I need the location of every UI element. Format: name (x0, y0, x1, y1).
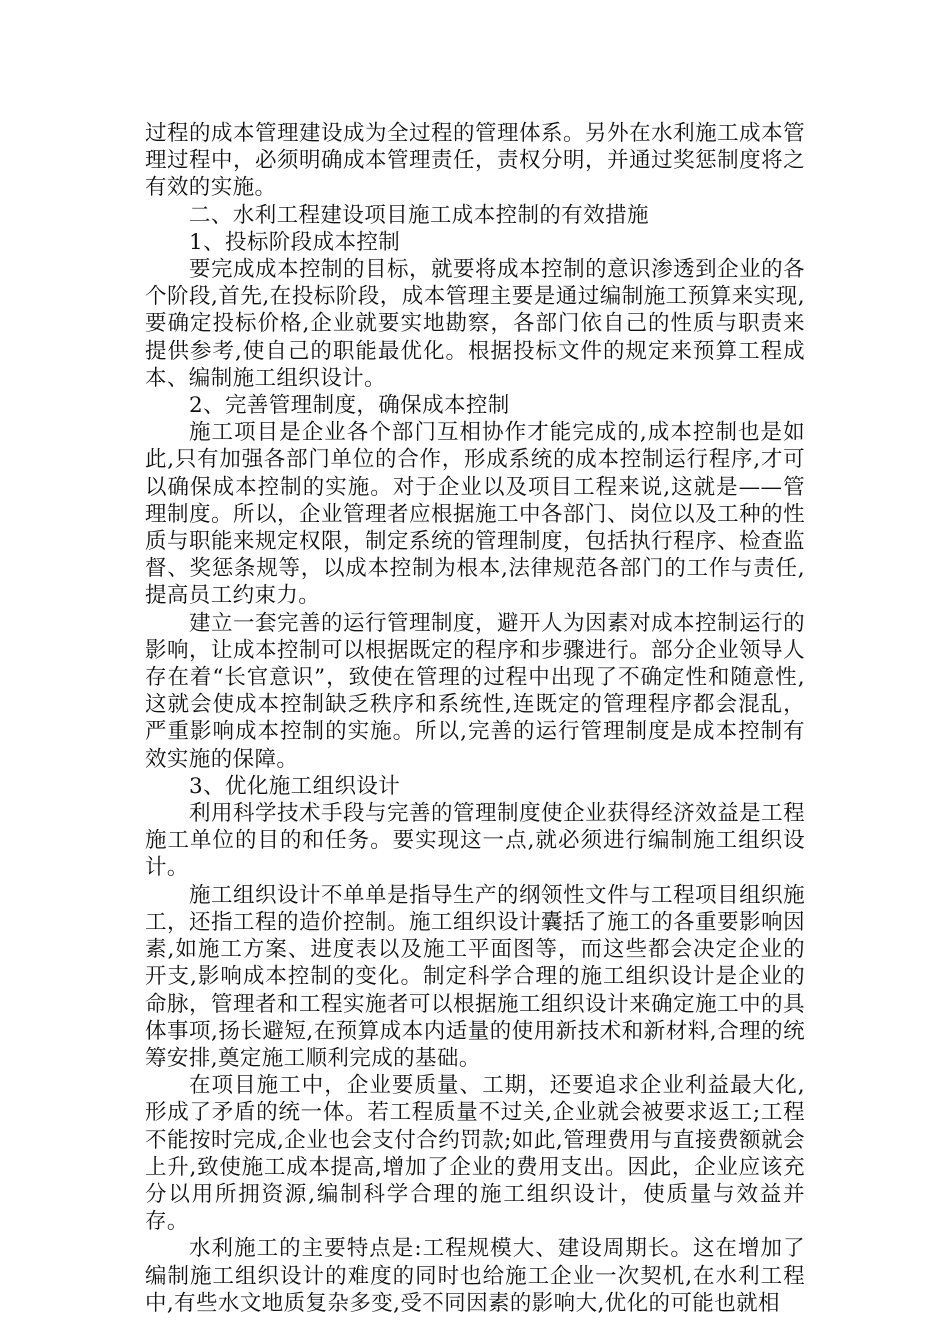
paragraph-management-system: 施工项目是企业各个部门互相协作才能完成的,成本控制也是如此,只有加强各部门单位的合作，形成系统的成本控制运行程序,才可以确保成本控制的实施。对于企业以及项目工程来说,这就是——管理制度。所以，企业管理者应根据施工中各部门、岗位以及工种的性质与职能来规定权限，制定系统的管理制度，包括执行程序、检查监督、奖惩条规等，以成本控制为根本,法律规范各部门的工作与责任,提高员工约束力。 (145, 420, 805, 609)
paragraph-water-features: 水利施工的主要特点是:工程规模大、建设周期长。这在增加了编制施工组织设计的难度的同时也给施工企业一次契机,在水利工程中,有些水文地质复杂多变,受不同因素的影响大,优化的可能也就相 (145, 1236, 805, 1316)
document-page (145, 120, 805, 1317)
paragraph-technology: 利用科学技术手段与完善的管理制度使企业获得经济效益是工程施工单位的目的和任务。要实现这一点,就必须进行编制施工组织设计。 (145, 801, 805, 881)
paragraph-bidding: 要完成成本控制的目标，就要将成本控制的意识渗透到企业的各个阶段,首先,在投标阶段，成本管理主要是通过编制施工预算来实现,要确定投标价格,企业就要实地勘察，各部门依自己的性质与职责来提供参考,使自己的职能最优化。根据投标文件的规定来预算工程成本、编制施工组织设计。 (145, 257, 805, 391)
paragraph-intro: 过程的成本管理建设成为全过程的管理体系。另外在水利施工成本管理过程中，必须明确成本管理责任，责权分明，并通过奖惩制度将之有效的实施。 (145, 121, 805, 201)
subheading-3: 3、优化施工组织设计 (189, 773, 401, 799)
subheading-1: 1、投标阶段成本控制 (189, 229, 401, 255)
paragraph-operating-system: 建立一套完善的运行管理制度，避开人为因素对成本控制运行的影响，让成本控制可以根据既定的程序和步骤进行。部分企业领导人存在着“长官意识”，致使在管理的过程中出现了不确定性和随意性,这就会使成本控制缺乏秩序和系统性,连既定的管理程序都会混乱，严重影响成本控制的实施。所以,完善的运行管理制度是成本控制有效实施的保障。 (145, 610, 805, 772)
subheading-2: 2、完善管理制度，确保成本控制 (189, 393, 510, 419)
section-heading-2: 二、水利工程建设项目施工成本控制的有效措施 (189, 202, 649, 228)
paragraph-project-construction: 在项目施工中，企业要质量、工期，还要追求企业利益最大化,形成了矛盾的统一体。若工程质量不过关,企业就会被要求返工;工程不能按时完成,企业也会支付合约罚款;如此,管理费用与直接费额就会上升,致使施工成本提高,增加了企业的费用支出。因此，企业应该充分以用所拥资源,编制科学合理的施工组织设计，使质量与效益并存。 (145, 1073, 805, 1235)
paragraph-construction-design: 施工组织设计不单单是指导生产的纲领性文件与工程项目组织施工，还指工程的造价控制。施工组织设计囊括了施工的各重要影响因素,如施工方案、进度表以及施工平面图等，而这些都会决定企业的开支,影响成本控制的变化。制定科学合理的施工组织设计是企业的命脉，管理者和工程实施者可以根据施工组织设计来确定施工中的具体事项,扬长避短,在预算成本内适量的使用新技术和新材料,合理的统筹安排,奠定施工顺利完成的基础。 (145, 882, 805, 1071)
